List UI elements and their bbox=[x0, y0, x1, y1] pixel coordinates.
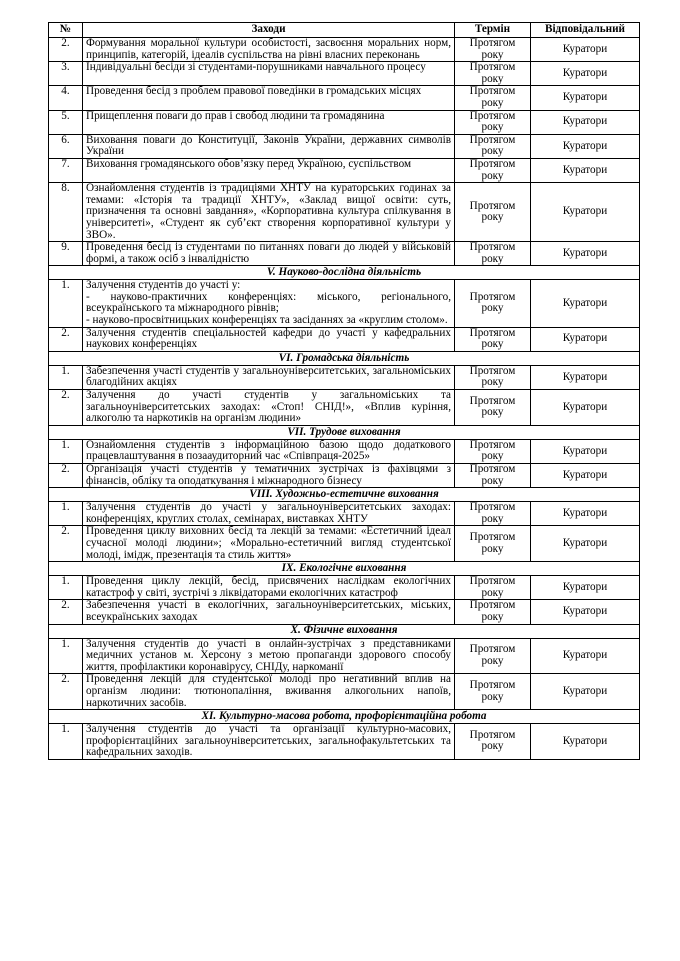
item-number: 3. bbox=[49, 62, 83, 86]
item-term: Протягом року bbox=[455, 674, 531, 710]
table-body bbox=[49, 38, 640, 760]
item-responsible: Куратори bbox=[531, 327, 640, 351]
header-num: № bbox=[49, 23, 83, 38]
item-responsible: Куратори bbox=[531, 724, 640, 760]
item-number: 9. bbox=[49, 242, 83, 266]
item-responsible: Куратори bbox=[531, 183, 640, 242]
item-term: Протягом року bbox=[455, 38, 531, 62]
item-term: Протягом року bbox=[455, 62, 531, 86]
item-description: Проведення циклу лекцій, бесід, присвячених наслідкам екологічних катастроф у світі, зустрічі з ліквідаторами екологічних катастроф bbox=[83, 576, 455, 600]
item-description: Ознайомлення студентів з інформаційною базою щодо додаткового працевлаштування в позааудиторний час «Співпраця-2025» bbox=[83, 439, 455, 463]
item-number: 2. bbox=[49, 600, 83, 624]
header-responsible: Відповідальний bbox=[531, 23, 640, 38]
section-row bbox=[49, 488, 640, 502]
table-row bbox=[49, 183, 640, 242]
table-row bbox=[49, 242, 640, 266]
item-responsible: Куратори bbox=[531, 110, 640, 134]
table-row bbox=[49, 674, 640, 710]
item-responsible: Куратори bbox=[531, 439, 640, 463]
item-number: 1. bbox=[49, 638, 83, 674]
table-row bbox=[49, 390, 640, 426]
item-term: Протягом року bbox=[455, 242, 531, 266]
item-responsible: Куратори bbox=[531, 674, 640, 710]
item-description: Формування моральної культури особистості, засвоєння моральних норм, принципів, категорій, ідеалів суспільства на рівні власних переконань bbox=[83, 38, 455, 62]
item-responsible: Куратори bbox=[531, 390, 640, 426]
table-row bbox=[49, 62, 640, 86]
section-row bbox=[49, 425, 640, 439]
item-description: Ознайомлення студентів із традиціями ХНТУ на кураторських годинах за темами: «Історія та традиції ХНТУ», «Заклад вищої освіти: суть, призначення та основні завдання», «Корпоративна культура спілкування в університеті», «Студент як суб’єкт створення корпоративної культури у ЗВО». bbox=[83, 183, 455, 242]
item-responsible: Куратори bbox=[531, 280, 640, 327]
item-term: Протягом року bbox=[455, 183, 531, 242]
table-row bbox=[49, 576, 640, 600]
table-row bbox=[49, 86, 640, 110]
item-term: Протягом року bbox=[455, 464, 531, 488]
item-term: Протягом року bbox=[455, 526, 531, 562]
item-number: 1. bbox=[49, 280, 83, 327]
section-row bbox=[49, 710, 640, 724]
table-row bbox=[49, 280, 640, 327]
section-row bbox=[49, 351, 640, 365]
item-term: Протягом року bbox=[455, 502, 531, 526]
item-term: Протягом року bbox=[455, 365, 531, 389]
item-responsible: Куратори bbox=[531, 158, 640, 182]
header-measures: Заходи bbox=[83, 23, 455, 38]
activities-table bbox=[48, 22, 640, 760]
item-number: 1. bbox=[49, 439, 83, 463]
table-row bbox=[49, 439, 640, 463]
item-description: Виховання поваги до Конституції, Законів України, державних символів України bbox=[83, 134, 455, 158]
item-responsible: Куратори bbox=[531, 600, 640, 624]
item-responsible: Куратори bbox=[531, 38, 640, 62]
item-number: 8. bbox=[49, 183, 83, 242]
section-title: VI. Громадська діяльність bbox=[49, 351, 640, 365]
item-term: Протягом року bbox=[455, 638, 531, 674]
table-row bbox=[49, 365, 640, 389]
item-description: Залучення студентів до участі у: - науково-практичних конференціях: міського, регіонального, всеукраїнського та міжнародного рівнів; - науково-просвітницьких конференціях та засіданнях за «круглим столом». bbox=[83, 280, 455, 327]
item-responsible: Куратори bbox=[531, 464, 640, 488]
item-responsible: Куратори bbox=[531, 242, 640, 266]
item-term: Протягом року bbox=[455, 724, 531, 760]
section-title: XI. Культурно-масова робота, профорієнтаційна робота bbox=[49, 710, 640, 724]
table-row bbox=[49, 724, 640, 760]
item-responsible: Куратори bbox=[531, 62, 640, 86]
item-number: 2. bbox=[49, 390, 83, 426]
item-number: 7. bbox=[49, 158, 83, 182]
table-row bbox=[49, 134, 640, 158]
header-term: Термін bbox=[455, 23, 531, 38]
table-row bbox=[49, 526, 640, 562]
item-description: Залучення студентів до участі та організації культурно-масових, профорієнтаційних загальноуніверситетських, загальнофакультетських та кафедральних заходів. bbox=[83, 724, 455, 760]
table-row bbox=[49, 600, 640, 624]
item-term: Протягом року bbox=[455, 576, 531, 600]
item-description: Індивідуальні бесіди зі студентами-порушниками навчального процесу bbox=[83, 62, 455, 86]
item-number: 1. bbox=[49, 576, 83, 600]
section-row bbox=[49, 624, 640, 638]
item-description: Проведення бесід із студентами по питаннях поваги до людей у військовій формі, а також осіб з інвалідністю bbox=[83, 242, 455, 266]
item-description: Проведення лекцій для студентської молоді про негативний вплив на організм людини: тютюнопаління, вживання алкогольних напоїв, наркотичних засобів. bbox=[83, 674, 455, 710]
item-number: 4. bbox=[49, 86, 83, 110]
item-number: 2. bbox=[49, 526, 83, 562]
item-description: Прищеплення поваги до прав і свобод людини та громадянина bbox=[83, 110, 455, 134]
table-row bbox=[49, 158, 640, 182]
item-description: Виховання громадянського обов’язку перед Україною, суспільством bbox=[83, 158, 455, 182]
item-term: Протягом року bbox=[455, 327, 531, 351]
section-title: X. Фізичне виховання bbox=[49, 624, 640, 638]
item-responsible: Куратори bbox=[531, 134, 640, 158]
section-title: VII. Трудове виховання bbox=[49, 425, 640, 439]
section-row bbox=[49, 266, 640, 280]
item-description: Проведення бесід з проблем правової поведінки в громадських місцях bbox=[83, 86, 455, 110]
item-description: Залучення студентів до участі у загальноуніверситетських заходах: конференціях, круглих столах, семінарах, виставках ХНТУ bbox=[83, 502, 455, 526]
item-term: Протягом року bbox=[455, 110, 531, 134]
item-term: Протягом року bbox=[455, 600, 531, 624]
item-number: 2. bbox=[49, 327, 83, 351]
item-description: Проведення циклу виховних бесід та лекцій за темами: «Естетичний ідеал сучасної молоді людини»; «Морально-естетичний вигляд студентської молоді, імідж, презентація та стиль життя» bbox=[83, 526, 455, 562]
item-description: Залучення студентів до участі в онлайн-зустрічах з представниками медичних установ м. Херсону з метою пропаганди здорового способу життя, профілактики коронавірусу, СНІДу, наркоманії bbox=[83, 638, 455, 674]
item-responsible: Куратори bbox=[531, 576, 640, 600]
section-title: V. Науково-дослідна діяльність bbox=[49, 266, 640, 280]
item-term: Протягом року bbox=[455, 134, 531, 158]
item-responsible: Куратори bbox=[531, 502, 640, 526]
item-term: Протягом року bbox=[455, 280, 531, 327]
item-description: Залучення студентів спеціальностей кафедри до участі у кафедральних наукових конференціях bbox=[83, 327, 455, 351]
item-number: 1. bbox=[49, 724, 83, 760]
section-title: IX. Екологічне виховання bbox=[49, 562, 640, 576]
table-row bbox=[49, 110, 640, 134]
item-number: 1. bbox=[49, 365, 83, 389]
item-term: Протягом року bbox=[455, 158, 531, 182]
item-description: Залучення до участі студентів у загальноміських та загальноуніверситетських заходах: «Стоп! СНІД!», «Вплив куріння, алкоголю та наркотиків на організм людини» bbox=[83, 390, 455, 426]
item-number: 2. bbox=[49, 674, 83, 710]
table-row bbox=[49, 638, 640, 674]
item-term: Протягом року bbox=[455, 86, 531, 110]
item-description: Забезпечення участі студентів у загальноуніверситетських, загальноміських благодійних акціях bbox=[83, 365, 455, 389]
table-row bbox=[49, 327, 640, 351]
item-responsible: Куратори bbox=[531, 86, 640, 110]
item-responsible: Куратори bbox=[531, 365, 640, 389]
table-row bbox=[49, 38, 640, 62]
item-responsible: Куратори bbox=[531, 526, 640, 562]
item-number: 5. bbox=[49, 110, 83, 134]
item-term: Протягом року bbox=[455, 390, 531, 426]
item-number: 2. bbox=[49, 464, 83, 488]
item-responsible: Куратори bbox=[531, 638, 640, 674]
item-number: 6. bbox=[49, 134, 83, 158]
item-number: 2. bbox=[49, 38, 83, 62]
section-title: VIII. Художньо-естетичне виховання bbox=[49, 488, 640, 502]
item-term: Протягом року bbox=[455, 439, 531, 463]
item-description: Забезпечення участі в екологічних, загальноуніверситетських, міських, всеукраїнських заходах bbox=[83, 600, 455, 624]
table-row bbox=[49, 502, 640, 526]
item-description: Організація участі студентів у тематичних зустрічах із фахівцями з фінансів, обліку та оподаткування і міжнародного бізнесу bbox=[83, 464, 455, 488]
section-row bbox=[49, 562, 640, 576]
table-row bbox=[49, 464, 640, 488]
item-number: 1. bbox=[49, 502, 83, 526]
table-header-row bbox=[49, 23, 640, 38]
